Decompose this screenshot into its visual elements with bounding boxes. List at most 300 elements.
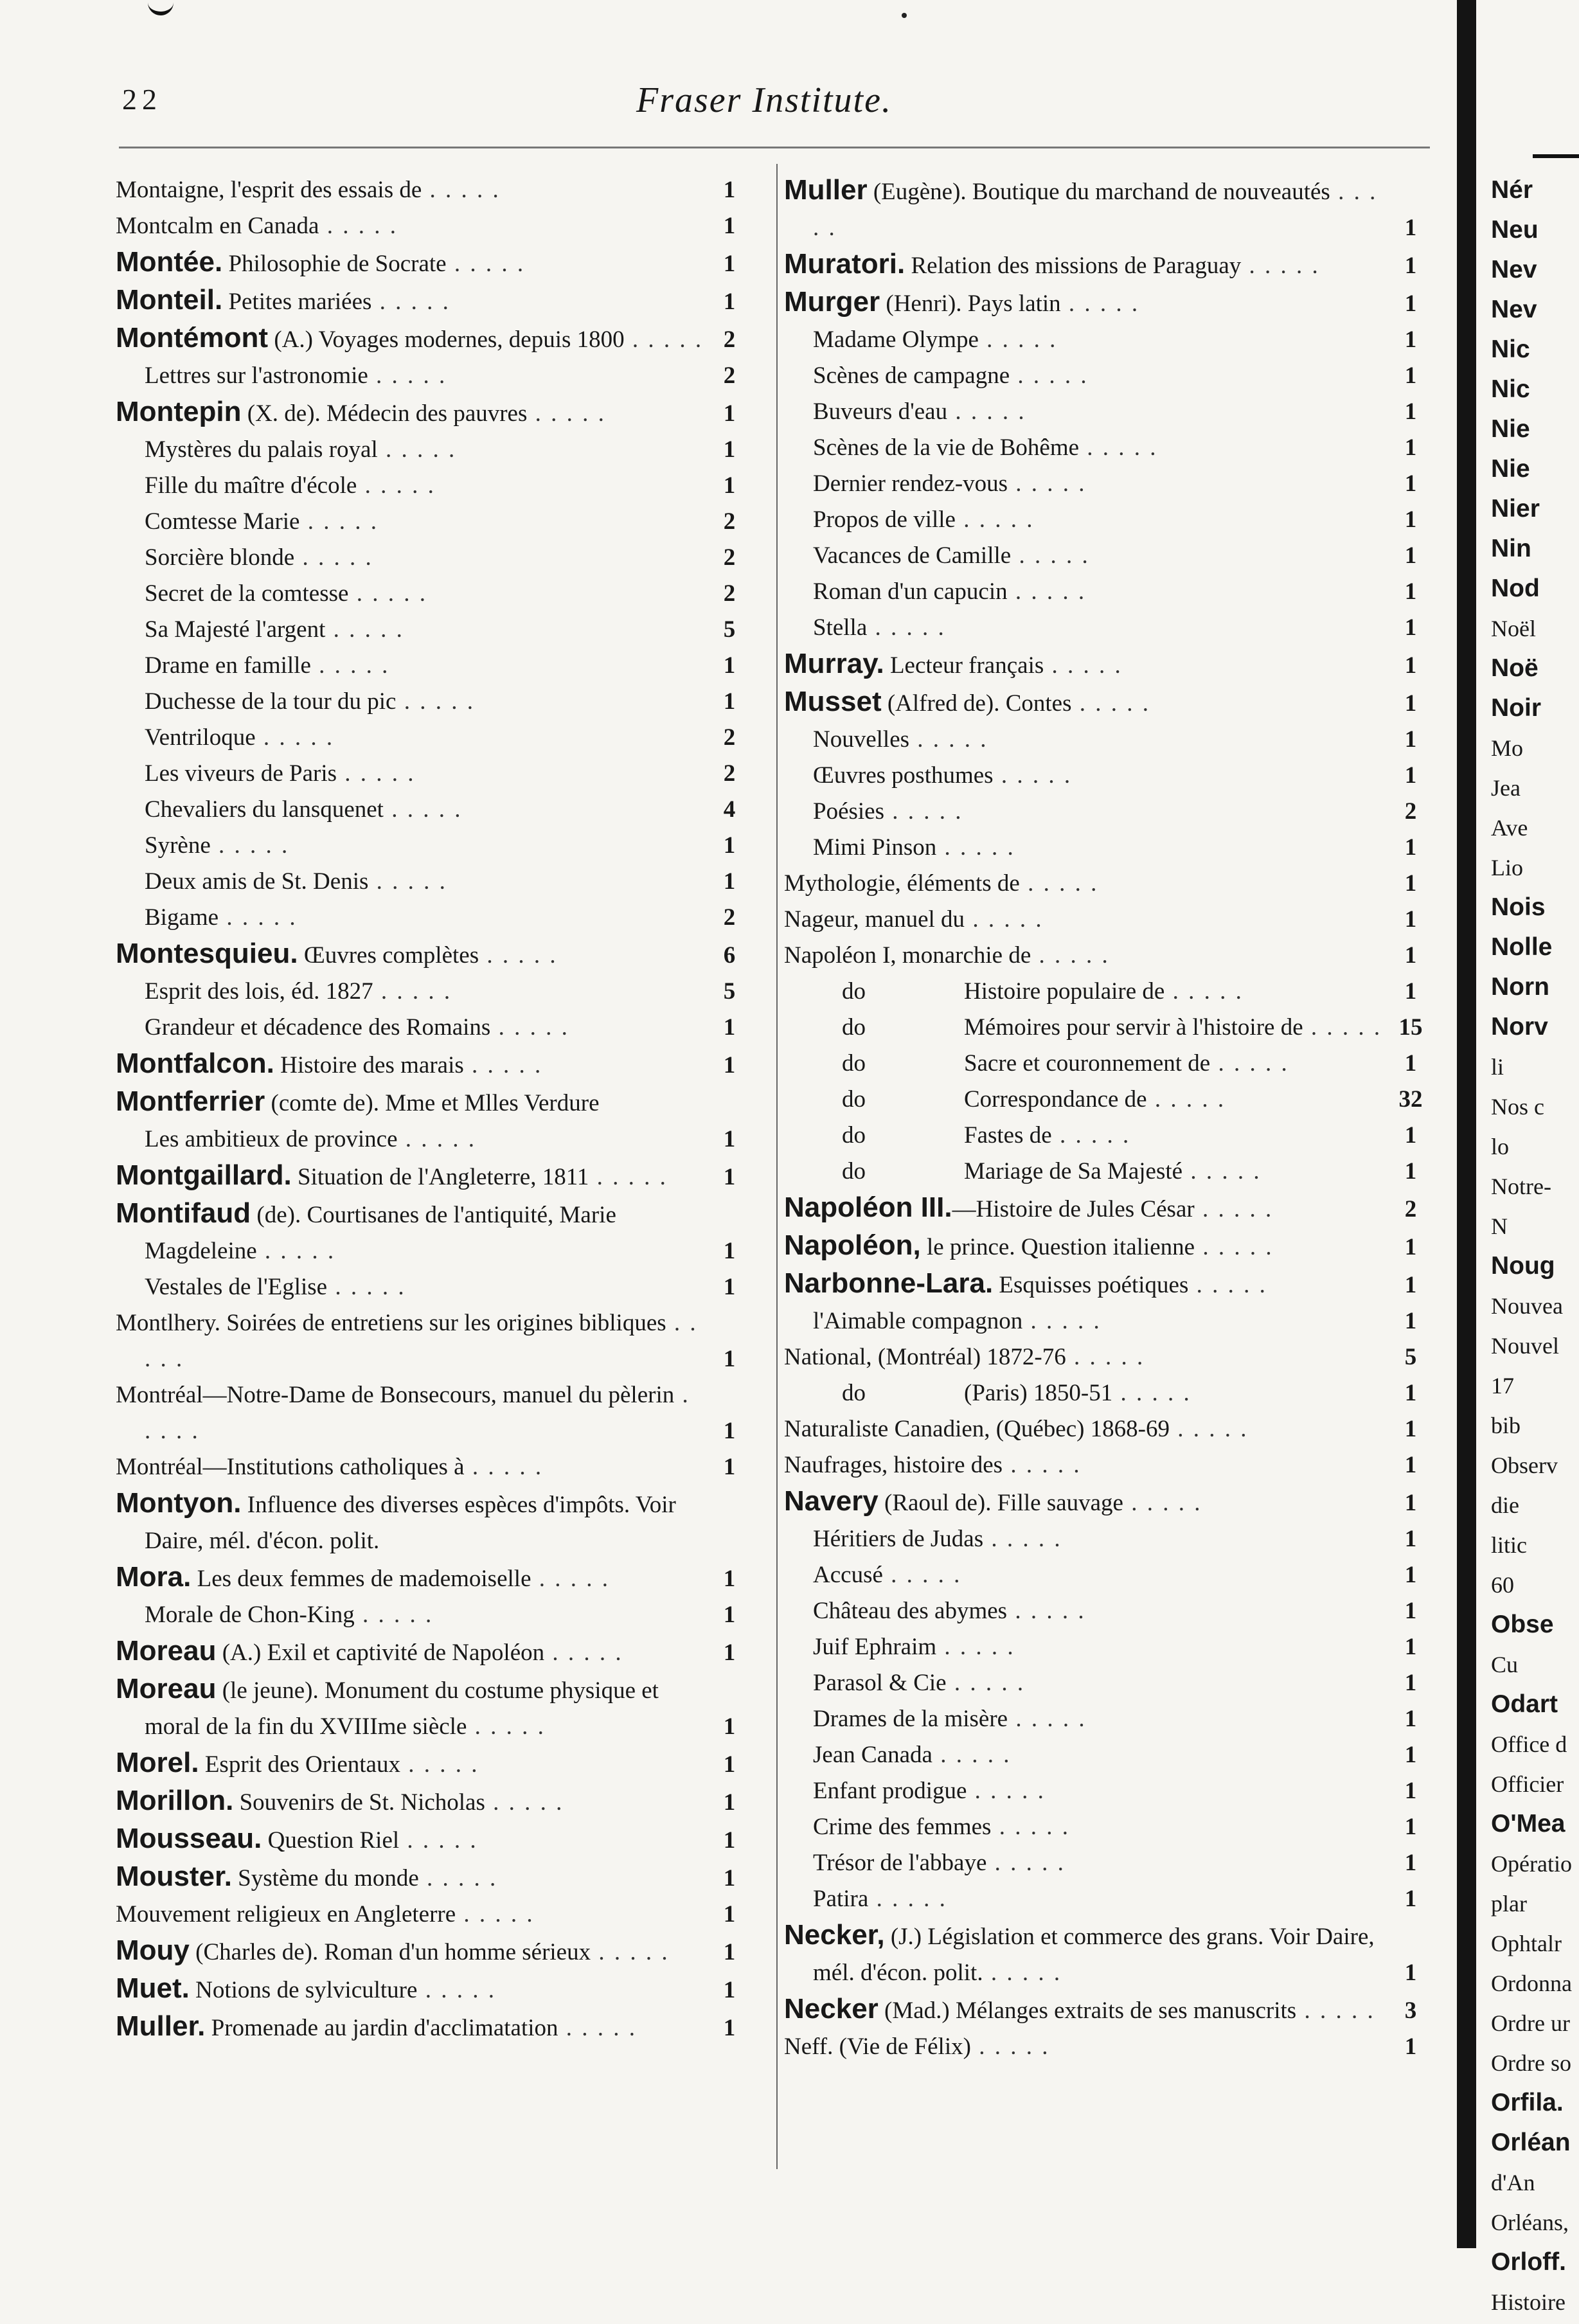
ditto-mark: do — [842, 1122, 866, 1149]
volume-count: 1 — [723, 2015, 736, 2041]
leader-dots: . . . . . — [373, 978, 452, 1005]
catalogue-entry — [116, 864, 745, 900]
volume-count: 1 — [1404, 1308, 1417, 1334]
leader-dots: . . . . . — [955, 506, 1035, 533]
ditto-mark: do — [842, 1380, 866, 1406]
entry-title: Esquisses poétiques — [993, 1272, 1189, 1298]
cropped-entry-fragment: Odart — [1491, 1690, 1558, 1718]
catalogue-entry — [784, 1521, 1427, 1557]
entry-title: Montréal—Institutions catholiques à — [116, 1454, 465, 1480]
volume-count: 1 — [723, 1418, 736, 1444]
entry-author: Napoléon, — [784, 1229, 921, 1261]
entry-author: Muratori. — [784, 248, 905, 280]
volume-count: 1 — [1404, 1452, 1417, 1478]
leader-dots: . . . . . — [1060, 290, 1140, 317]
catalogue-entry — [116, 468, 745, 504]
ditto-mark: do — [842, 1086, 866, 1113]
entry-title: (le jeune). Monument du costume physique et moral de la fin du XVIIIme siècle — [145, 1677, 659, 1740]
volume-count: 6 — [723, 942, 736, 969]
next-page-rule — [1533, 154, 1579, 158]
leader-dots: . . . . . — [397, 1126, 477, 1152]
volume-count: 1 — [723, 472, 736, 499]
catalogue-entry — [784, 1593, 1427, 1629]
leader-dots: . . . . . — [983, 1960, 1062, 1986]
catalogue-entry — [784, 974, 1427, 1010]
ditto-mark: do — [842, 978, 866, 1005]
catalogue-entry — [784, 1665, 1427, 1701]
catalogue-entry — [116, 576, 745, 612]
catalogue-entry — [784, 684, 1427, 722]
entry-author: Narbonne-Lara. — [784, 1267, 994, 1299]
entry-title: Montlhery. Soirées de entretiens sur les origines bibliques — [116, 1310, 666, 1336]
volume-count: 1 — [1404, 1234, 1417, 1260]
volume-count: 1 — [723, 400, 736, 427]
cropped-entry-fragment: Nic — [1491, 375, 1530, 403]
leader-dots: . . . . . — [624, 326, 704, 353]
entry-author: Montée. — [116, 246, 223, 278]
volume-count: 1 — [1404, 978, 1417, 1005]
catalogue-entry — [116, 1084, 745, 1122]
leader-dots: . . . . . — [1170, 1416, 1249, 1442]
catalogue-entry — [784, 866, 1427, 902]
cropped-entry-fragment: Observ — [1491, 1452, 1558, 1478]
cropped-entry-fragment: Nier — [1491, 495, 1540, 523]
cropped-entry-fragment: d'An — [1491, 2170, 1535, 2195]
volume-count: 1 — [723, 1789, 736, 1816]
leader-dots: . . . . . — [1303, 1014, 1382, 1041]
catalogue-column-next-page-fragment — [1491, 172, 1579, 2324]
cropped-entry-fragment: Histoire — [1491, 2289, 1566, 2315]
leader-dots: . . . . . — [383, 796, 463, 823]
volume-count: 1 — [1404, 1814, 1417, 1840]
entry-author: Morillon. — [116, 1785, 234, 1816]
leader-dots: . . . . . — [1123, 1490, 1202, 1516]
entry-title: (Alfred de). Contes — [881, 690, 1072, 717]
entry-author: Mouster. — [116, 1861, 232, 1892]
entry-title: Question Riel — [262, 1827, 400, 1854]
leader-dots: . . . . . — [1182, 1158, 1262, 1184]
ditto-mark: do — [842, 1050, 866, 1077]
leader-dots: . . . . . — [946, 1670, 1026, 1696]
entry-title: Mimi Pinson — [813, 834, 937, 861]
catalogue-entry — [784, 1447, 1427, 1483]
volume-count: 2 — [723, 904, 736, 931]
volume-count: 1 — [1404, 1122, 1417, 1149]
entry-title: Souvenirs de St. Nicholas — [233, 1789, 485, 1816]
leader-dots: . . . . . — [210, 832, 290, 859]
catalogue-entry — [784, 1773, 1427, 1809]
leader-dots: . . . . . — [299, 508, 379, 535]
cropped-entry-fragment: li — [1491, 1054, 1504, 1080]
entry-title: Enfant prodigue — [813, 1778, 967, 1804]
entry-title: Naufrages, histoire des — [784, 1452, 1003, 1478]
leader-dots: . . . . . — [325, 616, 404, 643]
entry-title: Fille du maître d'école — [145, 472, 357, 499]
leader-dots: . . . . . — [983, 1526, 1062, 1552]
cropped-entry-fragment: Nev — [1491, 256, 1537, 283]
catalogue-entry — [116, 1158, 745, 1195]
leader-dots: . . . . . — [527, 400, 606, 427]
entry-title: Œuvres complètes — [298, 942, 479, 969]
entry-title: (Raoul de). Fille sauvage — [878, 1490, 1123, 1516]
catalogue-entry — [116, 612, 745, 648]
catalogue-entry — [116, 1559, 745, 1597]
entry-author: Montémont — [116, 322, 269, 353]
volume-count: 1 — [723, 177, 736, 203]
volume-count: 1 — [1404, 326, 1417, 353]
catalogue-entry — [784, 1845, 1427, 1881]
entry-title: Patira — [813, 1886, 869, 1912]
volume-count: 1 — [1404, 1050, 1417, 1077]
catalogue-entry — [784, 358, 1427, 394]
entry-author: Musset — [784, 686, 882, 717]
entry-title: Mariage de Sa Majesté — [964, 1158, 1183, 1184]
entry-title: Sa Majesté l'argent — [145, 616, 326, 643]
entry-title: Buveurs d'eau — [813, 398, 948, 425]
leader-dots: . . . . . — [991, 1814, 1070, 1840]
catalogue-entry — [784, 1265, 1427, 1303]
catalogue-entry — [784, 394, 1427, 430]
catalogue-entry — [784, 1991, 1427, 2029]
leader-dots: . . . . . — [354, 1602, 434, 1628]
leader-dots: . . . . . — [1146, 1086, 1226, 1113]
column-separator — [776, 164, 778, 2169]
entry-title: l'Aimable compagnon — [813, 1308, 1023, 1334]
entry-title: Juif Ephraim — [813, 1634, 937, 1660]
leader-dots: . . . . . — [418, 1865, 498, 1891]
entry-title: Secret de la comtesse — [145, 580, 349, 607]
catalogue-entry — [784, 466, 1427, 502]
leader-dots: . . . . . — [1007, 578, 1087, 605]
leader-dots: . . . . . — [479, 942, 558, 969]
catalogue-entry — [116, 1597, 745, 1633]
entry-author: Mora. — [116, 1561, 192, 1593]
entry-title: Les deux femmes de mademoiselle — [191, 1566, 531, 1592]
entry-title: Notions de sylviculture — [189, 1977, 418, 2003]
volume-count: 2 — [723, 326, 736, 353]
catalogue-entry — [116, 208, 745, 244]
entry-title: (J.) Législation et commerce des grans. Voir Daire, mél. d'écon. polit. — [813, 1924, 1375, 1986]
cropped-entry-fragment: Nic — [1491, 335, 1530, 363]
catalogue-entry — [116, 172, 745, 208]
volume-count: 2 — [723, 580, 736, 607]
volume-count: 1 — [723, 652, 736, 679]
cropped-entry-fragment: Orfila. — [1491, 2089, 1564, 2116]
catalogue-entry — [784, 246, 1427, 284]
catalogue-entry — [116, 282, 745, 320]
volume-count: 1 — [723, 1052, 736, 1078]
leader-dots: . . . . . — [589, 1164, 668, 1190]
entry-title: Nouvelles — [813, 726, 910, 753]
ink-mark — [148, 0, 174, 15]
catalogue-entry — [116, 244, 745, 282]
catalogue-entry — [784, 502, 1427, 538]
catalogue-entry — [116, 792, 745, 828]
entry-title: Bigame — [145, 904, 219, 931]
cropped-entry-fragment: plar — [1491, 1891, 1527, 1917]
catalogue-entry — [116, 2008, 745, 2046]
entry-title: (A.) Voyages modernes, depuis 1800 — [268, 326, 625, 353]
catalogue-entry — [784, 1737, 1427, 1773]
leader-dots: . . . . . — [319, 213, 398, 239]
volume-count: 1 — [723, 1602, 736, 1628]
cropped-entry-fragment: Nouvel — [1491, 1333, 1559, 1359]
entry-author: Necker, — [784, 1919, 885, 1951]
cropped-entry-fragment: Nod — [1491, 575, 1540, 602]
entry-author: Moreau — [116, 1673, 217, 1704]
entry-title: —Histoire de Jules César — [952, 1196, 1195, 1222]
leader-dots: . . . . . — [294, 544, 373, 571]
catalogue-entry — [116, 1745, 745, 1783]
leader-dots: . . . . . — [936, 834, 1015, 861]
page-number: 22 — [122, 83, 162, 116]
catalogue-entry — [784, 1010, 1427, 1046]
entry-title: Mystères du palais royal — [145, 436, 378, 463]
volume-count: 2 — [723, 724, 736, 751]
leader-dots: . . . . . — [1044, 652, 1123, 679]
leader-dots: . . . . . — [1022, 1308, 1102, 1334]
leader-dots: . . . . . — [1011, 542, 1090, 569]
entry-title: Propos de ville — [813, 506, 956, 533]
volume-count: 2 — [1404, 1196, 1417, 1222]
volume-count: 1 — [1404, 906, 1417, 933]
cropped-entry-fragment: Nouvea — [1491, 1293, 1563, 1319]
leader-dots: . . . . . — [531, 1566, 610, 1592]
leader-dots: . . . . . — [1188, 1272, 1267, 1298]
entry-title: Œuvres posthumes — [813, 762, 994, 789]
volume-count: 1 — [723, 1126, 736, 1152]
entry-title: Lecteur français — [884, 652, 1044, 679]
leader-dots: . . . . . — [1007, 1598, 1086, 1624]
entry-title: Esprit des lois, éd. 1827 — [145, 978, 373, 1005]
entry-title: Deux amis de St. Denis — [145, 868, 369, 895]
leader-dots: . . . . . — [348, 580, 427, 607]
leader-dots: . . . . . — [947, 398, 1026, 425]
volume-count: 1 — [1404, 1380, 1417, 1406]
catalogue-entry — [784, 1190, 1427, 1228]
entry-title: Madame Olympe — [813, 326, 979, 353]
volume-count: 1 — [1404, 1526, 1417, 1552]
catalogue-entry — [116, 828, 745, 864]
leader-dots: . . . . . — [255, 724, 335, 751]
ink-dot — [902, 13, 907, 18]
entry-title: Château des abymes — [813, 1598, 1008, 1624]
cropped-entry-fragment: Noir — [1491, 694, 1541, 722]
cropped-entry-fragment: 17 — [1491, 1373, 1514, 1399]
volume-count: 1 — [1404, 2034, 1417, 2060]
leader-dots: . . . . . — [400, 1751, 479, 1778]
volume-count: 1 — [723, 1751, 736, 1778]
catalogue-entry — [784, 538, 1427, 574]
volume-count: 1 — [723, 1346, 736, 1372]
entry-author: Montyon. — [116, 1487, 242, 1519]
entry-title: Situation de l'Angleterre, 1811 — [291, 1164, 589, 1190]
volume-count: 1 — [723, 1014, 736, 1041]
cropped-entry-fragment: Mo — [1491, 735, 1524, 761]
catalogue-entry — [784, 758, 1427, 794]
volume-count: 1 — [723, 832, 736, 859]
entry-author: Navery — [784, 1485, 879, 1517]
catalogue-entry — [784, 1082, 1427, 1118]
catalogue-entry — [784, 430, 1427, 466]
catalogue-entry — [784, 1629, 1427, 1665]
volume-count: 1 — [1404, 253, 1417, 279]
catalogue-entry — [784, 1375, 1427, 1411]
leader-dots: . . . . . — [1003, 1452, 1082, 1478]
cropped-entry-fragment: N — [1491, 1213, 1508, 1239]
catalogue-entry — [784, 794, 1427, 830]
entry-title: Vestales de l'Eglise — [145, 1274, 328, 1300]
entry-title: Lettres sur l'astronomie — [145, 362, 368, 389]
entry-author: Monteil. — [116, 284, 223, 316]
volume-count: 1 — [1404, 834, 1417, 861]
volume-count: 1 — [723, 1939, 736, 1965]
leader-dots: . . . . . — [145, 1382, 690, 1444]
entry-title: (X. de). Médecin des pauvres — [241, 400, 528, 427]
entry-title: Grandeur et décadence des Romains — [145, 1014, 491, 1041]
leader-dots: . . . . . — [1071, 690, 1151, 717]
entry-title: Fastes de — [964, 1122, 1052, 1149]
catalogue-entry — [784, 284, 1427, 322]
volume-count: 1 — [1404, 1960, 1417, 1986]
catalogue-entry — [116, 1633, 745, 1671]
catalogue-entry — [116, 1010, 745, 1046]
volume-count: 1 — [1404, 362, 1417, 389]
entry-author: Muller — [784, 174, 868, 206]
entry-author: Muet. — [116, 1972, 190, 2004]
entry-author: Napoléon III. — [784, 1192, 952, 1223]
leader-dots: . . . . . — [544, 1640, 623, 1666]
leader-dots: . . . . . — [993, 762, 1073, 789]
leader-dots: . . . . . — [485, 1789, 564, 1816]
leader-dots: . . . . . — [219, 904, 298, 931]
catalogue-entry — [116, 432, 745, 468]
entry-title: Chevaliers du lansquenet — [145, 796, 384, 823]
catalogue-entry — [784, 1881, 1427, 1917]
entry-author: Montifaud — [116, 1197, 251, 1229]
catalogue-entry — [116, 1897, 745, 1933]
entry-title: Napoléon I, monarchie de — [784, 942, 1031, 969]
leader-dots: . . . . . — [377, 436, 457, 463]
leader-dots: . . . . . — [591, 1939, 670, 1965]
entry-title: Les viveurs de Paris — [145, 760, 337, 787]
volume-count: 1 — [723, 436, 736, 463]
leader-dots: . . . . . — [357, 472, 436, 499]
catalogue-entry — [784, 172, 1427, 246]
entry-title: Mémoires pour servir à l'histoire de — [964, 1014, 1303, 1041]
cropped-entry-fragment: Noug — [1491, 1252, 1555, 1280]
cropped-entry-fragment: Nér — [1491, 176, 1533, 204]
volume-count: 1 — [723, 1713, 736, 1740]
entry-title: Duchesse de la tour du pic — [145, 688, 397, 715]
catalogue-entry — [784, 1228, 1427, 1265]
entry-title: Dernier rendez-vous — [813, 470, 1008, 497]
entry-title: Stella — [813, 614, 868, 641]
leader-dots: . . . . . — [371, 289, 451, 315]
volume-count: 2 — [723, 760, 736, 787]
cropped-entry-fragment: Nin — [1491, 535, 1531, 562]
catalogue-entry — [116, 504, 745, 540]
volume-count: 1 — [1404, 942, 1417, 969]
leader-dots: . . . . . — [970, 2034, 1050, 2060]
cropped-entry-fragment: Neu — [1491, 216, 1539, 244]
entry-title: Petites mariées — [222, 289, 372, 315]
volume-count: 1 — [723, 1164, 736, 1190]
leader-dots: . . . . . — [1079, 434, 1158, 461]
leader-dots: . . . . . — [965, 906, 1044, 933]
leader-dots: . . . . . — [467, 1713, 546, 1740]
leader-dots: . . . . . — [446, 251, 526, 277]
entry-title: Influence des diverses espèces d'impôts. Voir Daire, mél. d'écon. polit. — [145, 1492, 676, 1554]
entry-title: Drames de la misère — [813, 1706, 1008, 1732]
book-spine-gutter — [1457, 0, 1476, 2248]
entry-author: Montferrier — [116, 1086, 265, 1117]
catalogue-entry — [116, 1783, 745, 1821]
cropped-entry-fragment: Ave — [1491, 815, 1528, 841]
catalogue-entry — [116, 1671, 745, 1745]
entry-title: Crime des femmes — [813, 1814, 992, 1840]
leader-dots: . . . . . — [967, 1778, 1046, 1804]
volume-count: 1 — [723, 868, 736, 895]
volume-count: 1 — [1404, 1416, 1417, 1442]
entry-title: Histoire des marais — [274, 1052, 464, 1078]
entry-title: (Eugène). Boutique du marchand de nouveautés — [867, 179, 1330, 205]
leader-dots: . . . . . — [368, 868, 447, 895]
entry-title: Syrène — [145, 832, 211, 859]
volume-count: 1 — [1404, 1670, 1417, 1696]
catalogue-entry — [784, 1411, 1427, 1447]
catalogue-entry — [784, 1483, 1427, 1521]
catalogue-entry — [116, 1377, 745, 1449]
cropped-entry-fragment: Nie — [1491, 415, 1530, 443]
leader-dots: . . . . . — [422, 177, 501, 203]
leader-dots: . . . . . — [464, 1454, 544, 1480]
leader-dots: . . . . . — [1195, 1234, 1274, 1260]
catalogue-entry — [116, 1269, 745, 1305]
leader-dots: . . . . . — [456, 1901, 535, 1927]
catalogue-entry — [116, 648, 745, 684]
entry-title: (comte de). Mme et Mlles Verdure — [265, 1090, 600, 1116]
cropped-entry-fragment: Jea — [1491, 775, 1521, 801]
leader-dots: . . . . . — [813, 179, 1378, 241]
volume-count: 1 — [1404, 1490, 1417, 1516]
cropped-entry-fragment: Norv — [1491, 1013, 1548, 1041]
cropped-entry-fragment: Nolle — [1491, 933, 1553, 961]
volume-count: 4 — [723, 796, 736, 823]
volume-count: 1 — [1404, 290, 1417, 317]
cropped-entry-fragment: Nois — [1491, 893, 1546, 921]
catalogue-entry — [116, 1485, 745, 1559]
leader-dots: . . . . . — [882, 1562, 962, 1588]
leader-dots: . . . . . — [884, 798, 963, 825]
entry-title: Mythologie, éléments de — [784, 870, 1020, 897]
leader-dots: . . . . . — [1164, 978, 1244, 1005]
leader-dots: . . . . . — [337, 760, 416, 787]
leader-dots: . . . . . — [417, 1977, 496, 2003]
leader-dots: . . . . . — [256, 1238, 336, 1264]
entry-title: National, (Montréal) 1872-76 — [784, 1344, 1066, 1370]
cropped-entry-fragment: Ordre so — [1491, 2050, 1571, 2076]
entry-title: Mouvement religieux en Angleterre — [116, 1901, 456, 1927]
volume-count: 2 — [723, 508, 736, 535]
leader-dots: . . . . . — [1031, 942, 1110, 969]
entry-title: Système du monde — [231, 1865, 419, 1891]
running-title: Fraser Institute. — [636, 80, 892, 120]
leader-dots: . . . . . — [868, 1886, 947, 1912]
catalogue-entry — [116, 1821, 745, 1859]
cropped-entry-fragment: Obse — [1491, 1611, 1554, 1638]
entry-author: Montgaillard. — [116, 1159, 292, 1191]
